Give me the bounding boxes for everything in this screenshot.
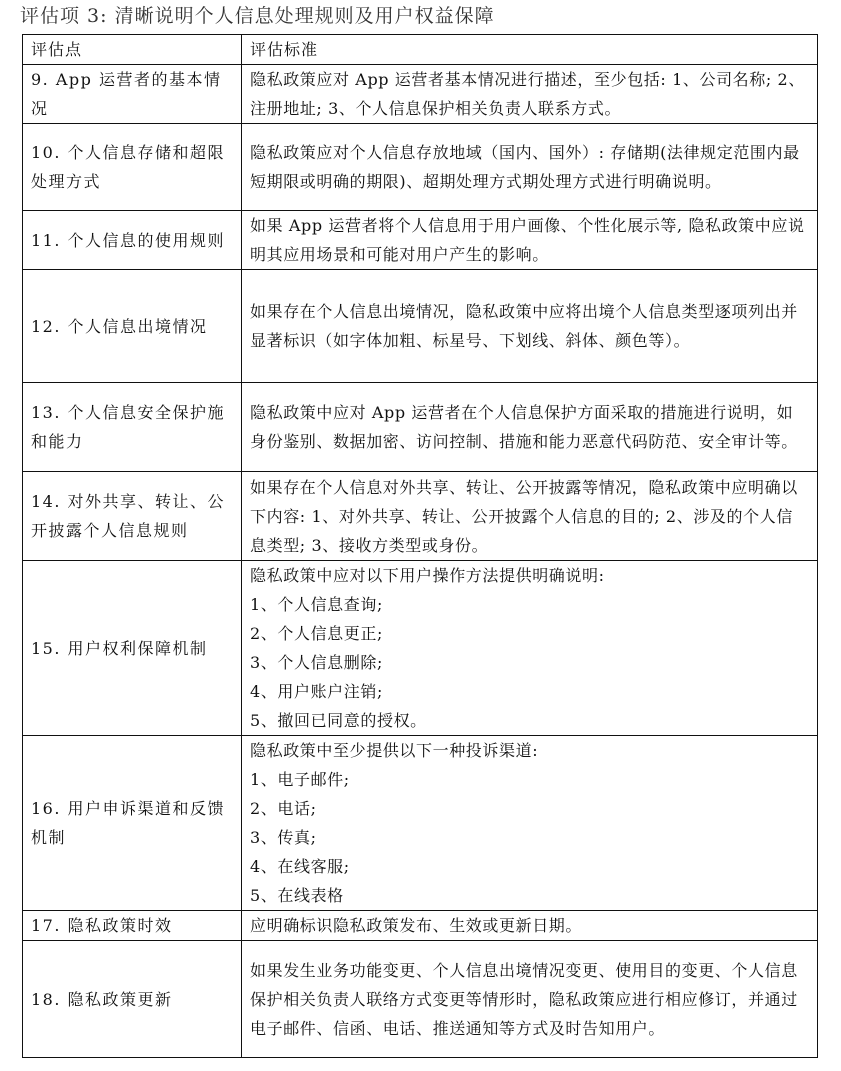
row-point: 14. 对外共享、转让、公开披露个人信息规则: [23, 472, 242, 561]
table-row: [23, 211, 818, 270]
standard-line: 如果 App 运营者将个人信息用于用户画像、个性化展示等, 隐私政策中应说明其应用场景和可能对用户产生的影响。: [250, 216, 805, 264]
table-row: [23, 736, 818, 911]
standard-line: 如果存在个人信息对外共享、转让、公开披露等情况，隐私政策中应明确以下内容: 1、对外共享、转让、公开披露个人信息的目的; 2、涉及的个人信息类型; 3、接收方类型或身份。: [250, 477, 798, 555]
table-row: [23, 941, 818, 1058]
row-standard: [242, 383, 818, 472]
row-standard: [242, 211, 818, 270]
standard-line: 隐私政策应对 App 运营者基本情况进行描述，至少包括: 1、公司名称; 2、注册地址; 3、个人信息保护相关负责人联系方式。: [250, 70, 805, 118]
standard-line: 3、传真;: [250, 828, 317, 847]
row-standard: [242, 736, 818, 911]
standard-line: 隐私政策中至少提供以下一种投诉渠道:: [250, 741, 539, 760]
table-row: [23, 270, 818, 383]
row-point: 15. 用户权利保障机制: [23, 561, 242, 736]
standard-line: 4、在线客服;: [250, 857, 350, 876]
row-point: 18. 隐私政策更新: [23, 941, 242, 1058]
column-header-point: 评估点: [23, 35, 242, 65]
row-point: 13. 个人信息安全保护施和能力: [23, 383, 242, 472]
row-point: 9. App 运营者的基本情况: [23, 65, 242, 124]
row-point: 17. 隐私政策时效: [23, 911, 242, 941]
standard-line: 2、电话;: [250, 799, 317, 818]
row-standard: [242, 561, 818, 736]
row-standard: [242, 472, 818, 561]
row-standard: [242, 65, 818, 124]
row-point: 16. 用户申诉渠道和反馈机制: [23, 736, 242, 911]
standard-line: 5、撤回已同意的授权。: [250, 711, 427, 730]
standard-line: 2、个人信息更正;: [250, 624, 383, 643]
standard-line: 1、电子邮件;: [250, 770, 350, 789]
standard-line: 4、用户账户注销;: [250, 682, 383, 701]
row-point: 10. 个人信息存储和超限处理方式: [23, 124, 242, 211]
standard-line: 应明确标识隐私政策发布、生效或更新日期。: [250, 916, 583, 935]
table-row: [23, 124, 818, 211]
table-row: [23, 472, 818, 561]
standard-line: 1、个人信息查询;: [250, 595, 383, 614]
page-title: 评估项 3: 清晰说明个人信息处理规则及用户权益保障: [20, 5, 495, 27]
table-row: [23, 383, 818, 472]
standard-line: 如果存在个人信息出境情况，隐私政策中应将出境个人信息类型逐项列出并显著标识（如字体加粗、标星号、下划线、斜体、颜色等）。: [250, 302, 798, 350]
row-point: 11. 个人信息的使用规则: [23, 211, 242, 270]
table-row: [23, 65, 818, 124]
standard-line: 如果发生业务功能变更、个人信息出境情况变更、使用目的变更、个人信息保护相关负责人联络方式变更等情形时，隐私政策应进行相应修订，并通过电子邮件、信函、电话、推送通知等方式及时告知用户。: [250, 960, 798, 1038]
row-point: 12. 个人信息出境情况: [23, 270, 242, 383]
criteria-table: [22, 34, 818, 1058]
row-standard: [242, 941, 818, 1058]
table-header-row: [23, 35, 818, 65]
table-row: [23, 911, 818, 941]
table-row: [23, 561, 818, 736]
row-standard: [242, 911, 818, 941]
column-header-standard: 评估标准: [242, 35, 818, 65]
standard-line: 隐私政策应对个人信息存放地域（国内、国外）: 存储期(法律规定范围内最短期限或明确的期限)、超期处理方式期处理方式进行明确说明。: [250, 143, 800, 191]
row-standard: [242, 270, 818, 383]
standard-line: 隐私政策中应对 App 运营者在个人信息保护方面采取的措施进行说明，如身份鉴别、数据加密、访问控制、措施和能力恶意代码防范、安全审计等。: [250, 403, 798, 451]
standard-line: 5、在线表格: [250, 886, 344, 905]
row-standard: [242, 124, 818, 211]
standard-line: 3、个人信息删除;: [250, 653, 383, 672]
standard-line: 隐私政策中应对以下用户操作方法提供明确说明:: [250, 566, 605, 585]
